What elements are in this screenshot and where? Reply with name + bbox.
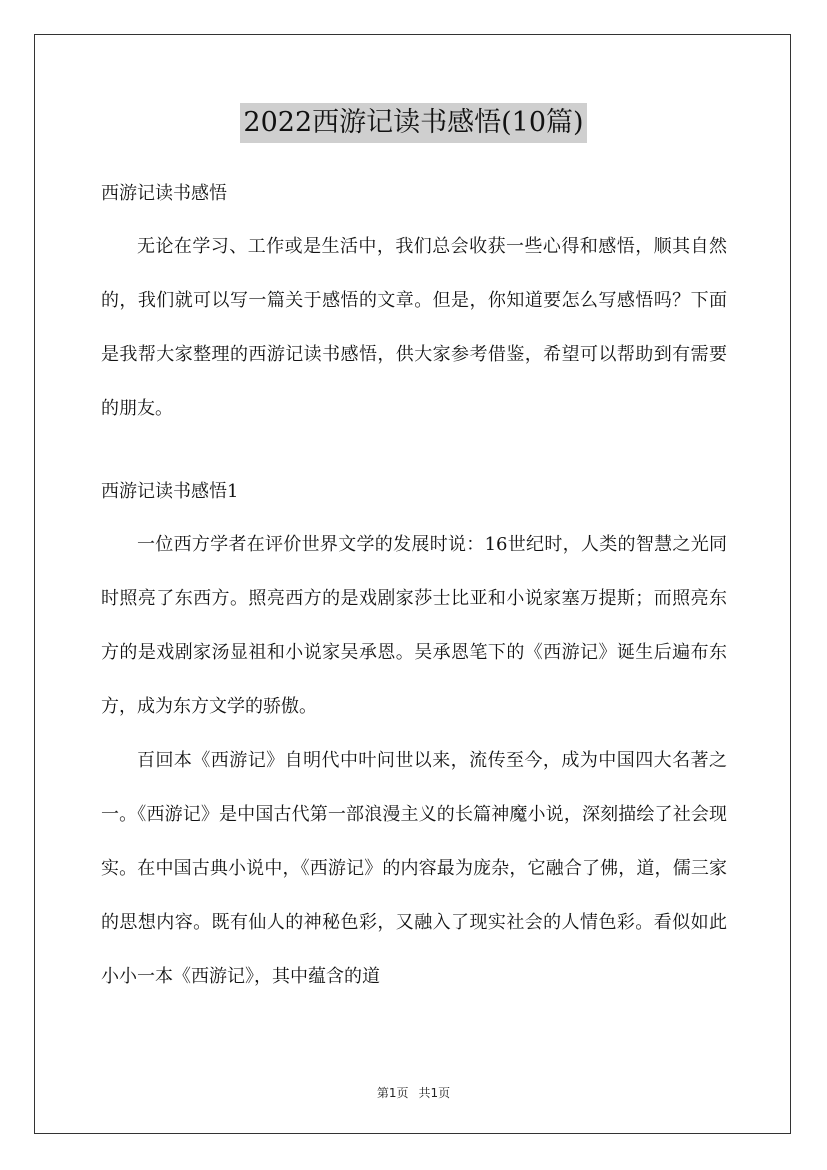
essay-heading: 西游记读书感悟1 [101,481,239,502]
document-body [101,168,727,1004]
page-footer [0,1084,827,1101]
page-number: 第1页 [376,1086,409,1100]
body-paragraph: 百回本《西游记》自明代中叶问世以来，流传至今，成为中国四大名著之一。《西游记》是中国古代第一部浪漫主义的长篇神魔小说，深刻描绘了社会现实。在中国古典小说中，《西游记》的内容最为庞杂，它融合了佛，道，儒三家的思想内容。既有仙人的神秘色彩，又融入了现实社会的人情色彩。看似如此小小一本《西游记》，其中蕴含的道 [101,750,727,987]
section-heading: 西游记读书感悟 [101,183,227,204]
document-title[interactable]: 2022西游记读书感悟(10篇) [240,103,586,143]
body-paragraph: 一位西方学者在评价世界文学的发展时说：16世纪时，人类的智慧之光同时照亮了东西方。照亮西方的是戏剧家莎士比亚和小说家塞万提斯；而照亮东方的是戏剧家汤显祖和小说家吴承恩。吴承恩笔下的《西游记》诞生后遍布东方，成为东方文学的骄傲。 [101,534,727,717]
intro-paragraph: 无论在学习、工作或是生活中，我们总会收获一些心得和感悟，顺其自然的，我们就可以写一篇关于感悟的文章。但是，你知道要怎么写感悟吗？下面是我帮大家整理的西游记读书感悟，供大家参考借鉴，希望可以帮助到有需要的朋友。 [101,236,727,419]
page-total: 共1页 [418,1086,451,1100]
paragraph-gap [101,436,727,466]
title-wrap [0,103,827,143]
